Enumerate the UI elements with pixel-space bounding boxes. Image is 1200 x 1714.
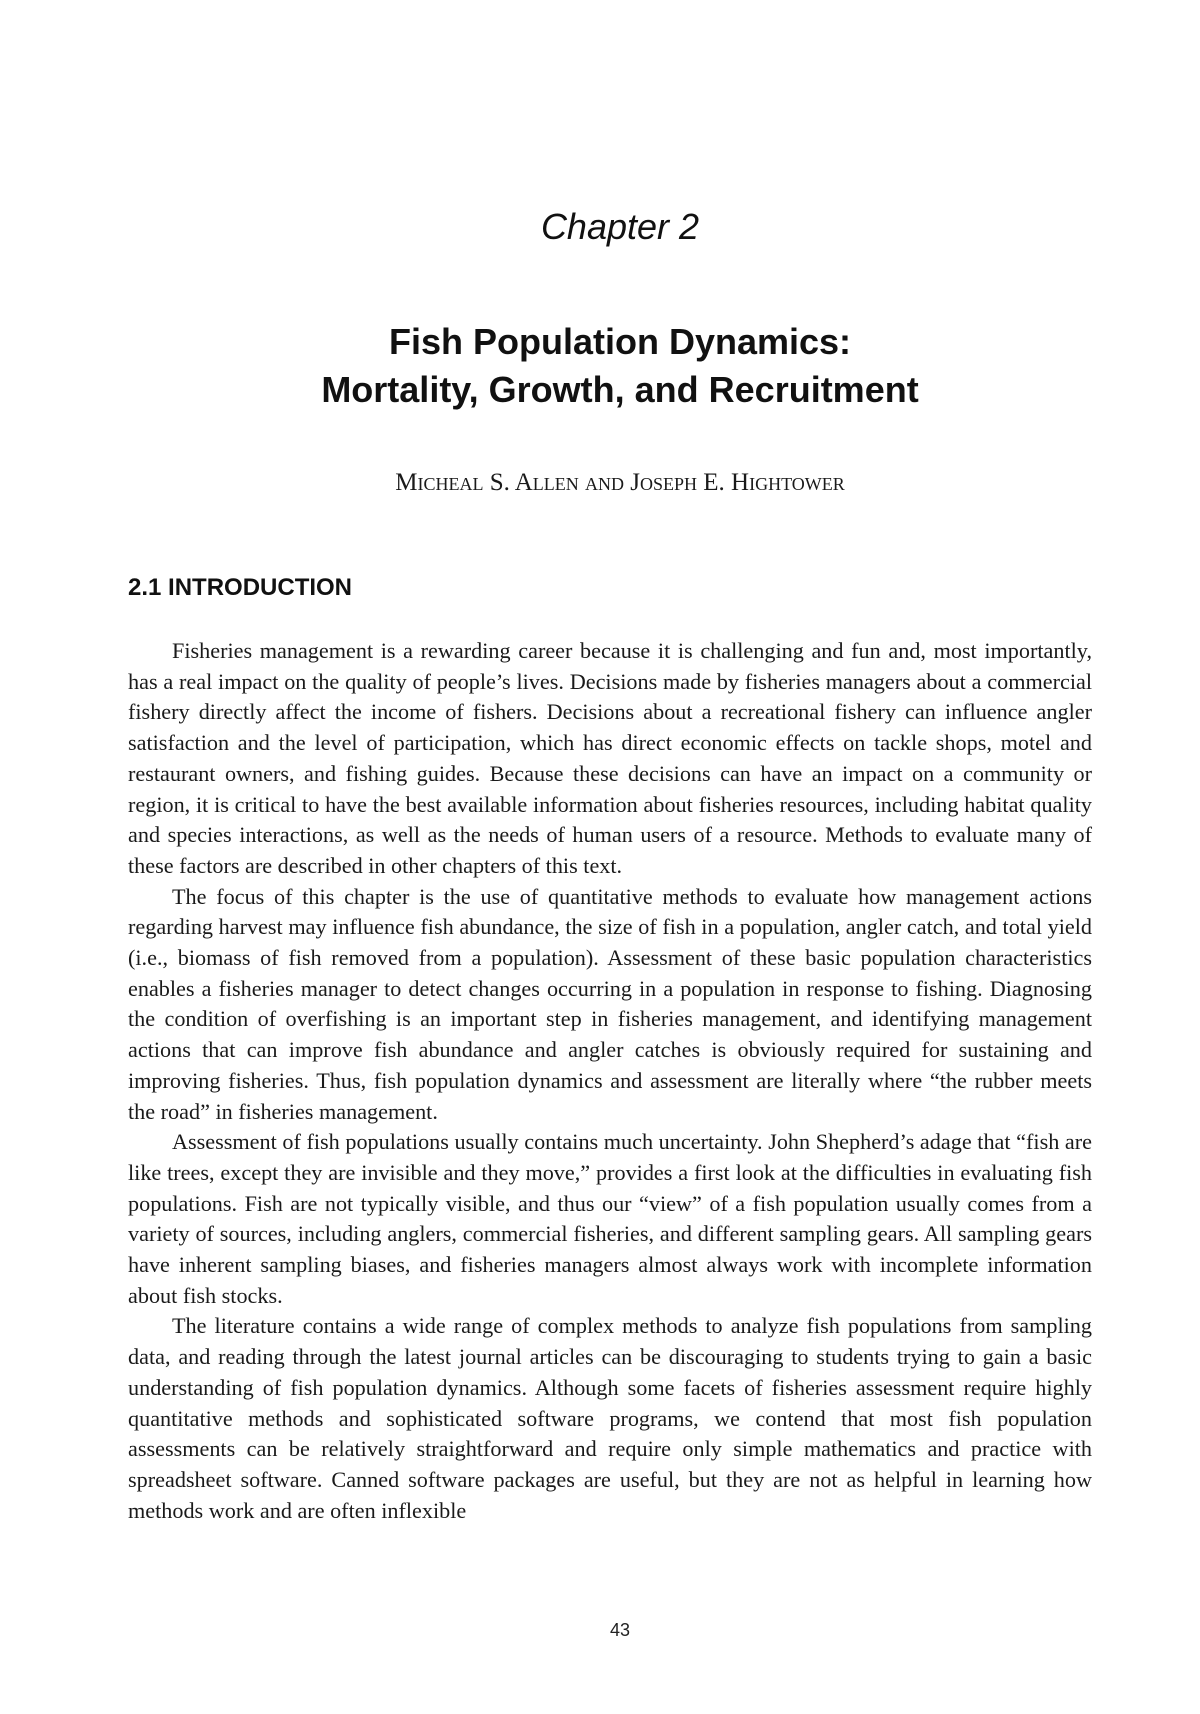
paragraph: Fisheries management is a rewarding career because it is challenging and fun and, most importantly, has a real impact on the quality of people’s lives. Decisions made by fisheries managers about a commercial fishery directly affect the income of fishers. Decisions about a recreational fishery can influence angler satisfaction and the level of participation, which has direct economic effects on tackle shops, motel and restaurant owners, and fishing guides. Because these decisions can have an impact on a community or region, it is critical to have the best available information about fisheries resources, including habitat quality and species interactions, as well as the needs of human users of a resource. Methods to evaluate many of these factors are described in other chapters of this text. <box>128 638 1092 878</box>
section-heading: 2.1 INTRODUCTION <box>128 574 353 601</box>
paragraph: The focus of this chapter is the use of quantitative methods to evaluate how management actions regarding harvest may influence fish abundance, the size of fish in a population, angler catch, and total yield (i.e., biomass of fish removed from a population). Assessment of these basic population characteristics enables a fisheries manager to detect changes occurring in a population in response to fishing. Diagnosing the condition of overfishing is an important step in fisheries management, and identifying management actions that can improve fish abundance and angler catches is obviously required for sustaining and improving fisheries. Thus, fish population dynamics and assessment are literally where “the rubber meets the road” in fisheries management. <box>128 883 1092 1124</box>
chapter-authors: Micheal S. Allen and Joseph E. Hightower <box>395 469 845 496</box>
chapter-title-line-2: Mortality, Growth, and Recruitment <box>321 369 919 410</box>
body-text <box>128 636 1092 1526</box>
page-number: 43 <box>609 1620 631 1640</box>
chapter-title <box>0 318 1200 414</box>
chapter-title-line-1: Fish Population Dynamics: <box>388 321 852 362</box>
chapter-label: Chapter 2 <box>540 206 700 247</box>
paragraph: Assessment of fish populations usually contains much uncertainty. John Shepherd’s adage that “fish are like trees, except they are invisible and they move,” provides a first look at the difficulties in evaluating fish populations. Fish are not typically visible, and thus our “view” of a fish population usually comes from a variety of sources, including anglers, commercial fisheries, and different sampling gears. All sampling gears have inherent sampling biases, and fisheries managers almost always work with incomplete information about fish stocks. <box>128 1129 1092 1308</box>
paragraph: The literature contains a wide range of complex methods to analyze fish populations from sampling data, and reading through the latest journal articles can be discouraging to students trying to gain a basic understanding of fish population dynamics. Although some facets of fisheries assessment require highly quantitative methods and sophisticated software programs, we contend that most fish population assessments can be relatively straightforward and require only simple mathematics and practice with spreadsheet software. Canned software packages are useful, but they are not as helpful in learning how methods work and are often inflexible <box>128 1313 1092 1523</box>
